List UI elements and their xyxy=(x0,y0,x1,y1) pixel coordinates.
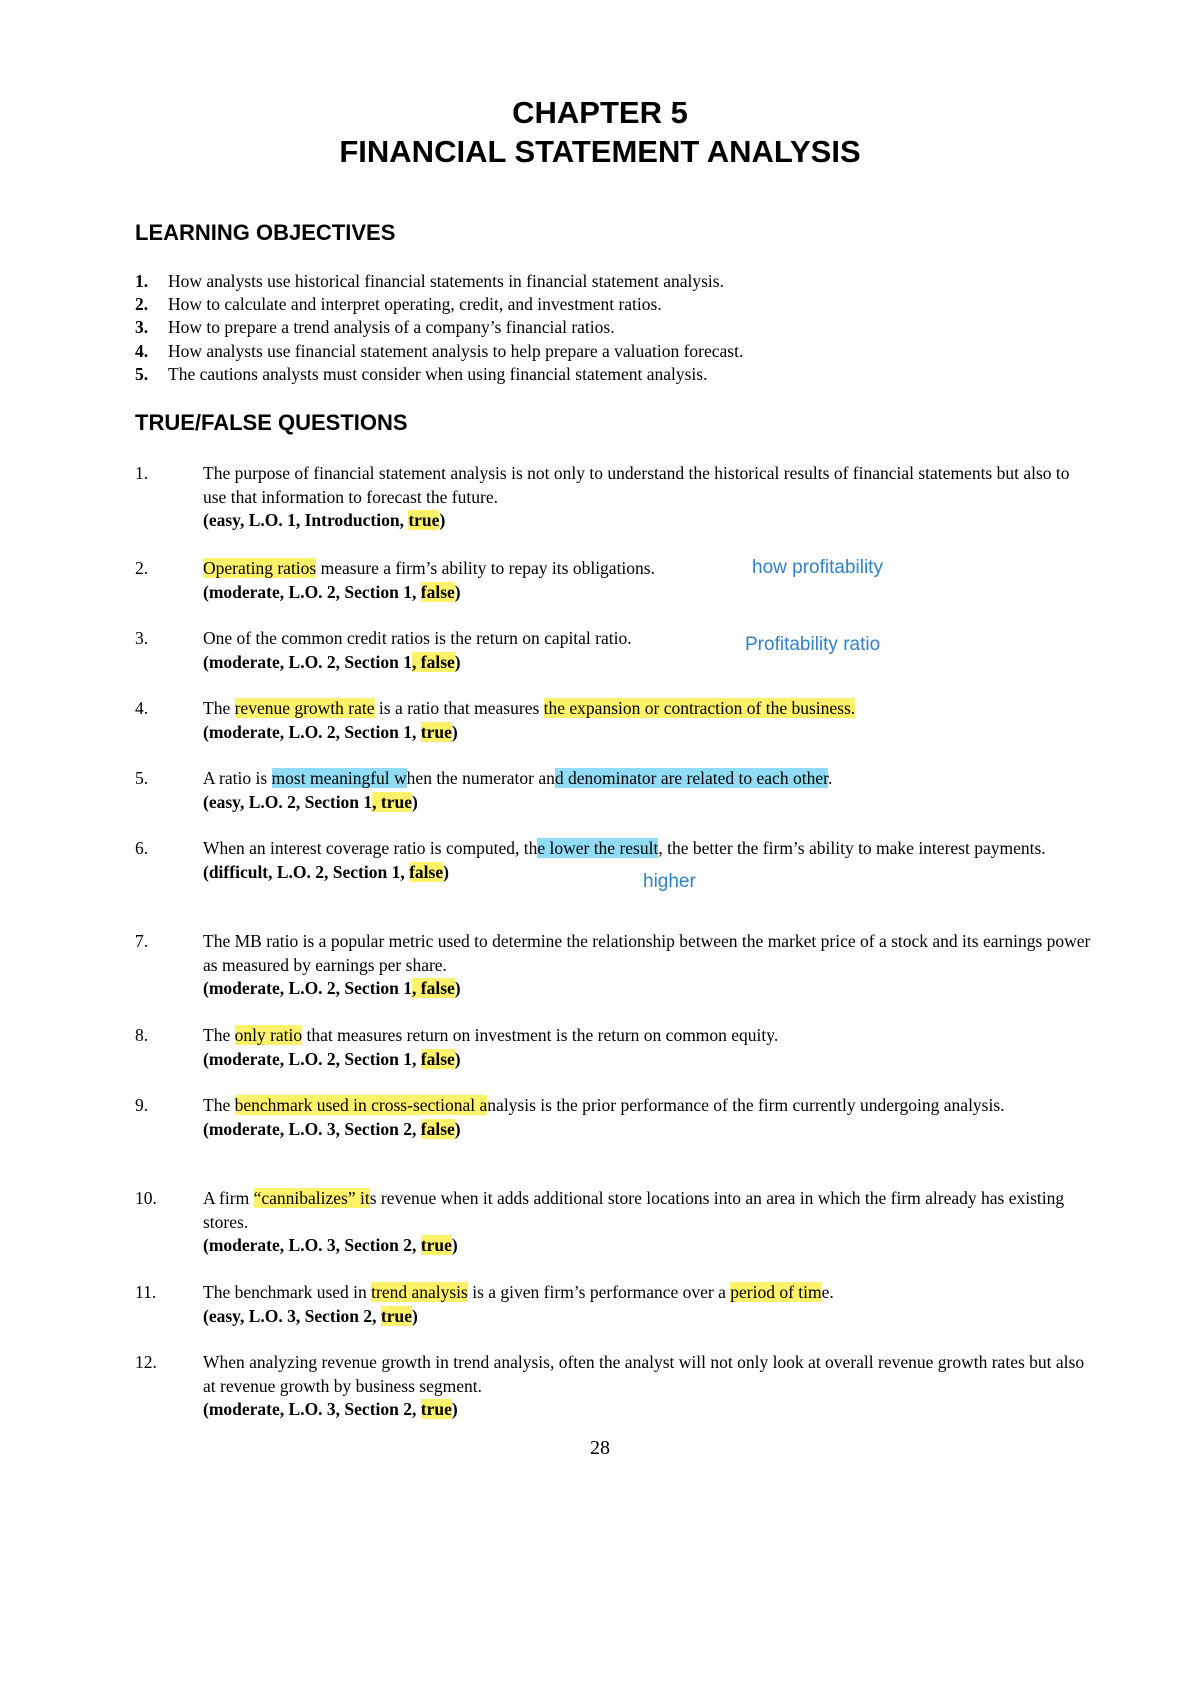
question-item: 8. The only ratio that measures return on investment is the return on common equity. (moderate, L.O. 2, Section 1, false) xyxy=(135,1025,779,1069)
chapter-number: CHAPTER 5 xyxy=(512,95,688,130)
question-item: 1. The purpose of financial statement analysis is not only to understand the historical results of financial statements but also to use that information to forecast the future. (easy, L.O. 1, Introduction, true) xyxy=(135,463,1070,530)
chapter-title: FINANCIAL STATEMENT ANALYSIS xyxy=(339,134,861,169)
question-item: 4. The revenue growth rate is a ratio that measures the expansion or contraction of the business. (moderate, L.O. 2, Section 1, true) xyxy=(135,698,856,742)
objective-item: 5. The cautions analysts must consider when using financial statement analysis. xyxy=(135,364,708,384)
question-item: 12. When analyzing revenue growth in trend analysis, often the analyst will not only look at overall revenue growth rates but also at revenue growth by business segment. (moderate, L.O. 3, Section 2, true) xyxy=(135,1352,1085,1419)
question-item: 9. The benchmark used in cross-sectional analysis is the prior performance of the firm currently undergoing analysis. (moderate, L.O. 3, Section 2, false) xyxy=(135,1095,1005,1139)
question-item: 5. A ratio is most meaningful when the numerator and denominator are related to each other. (easy, L.O. 2, Section 1, true) xyxy=(135,768,833,812)
objective-item: 1. How analysts use historical financial statements in financial statement analysis. xyxy=(135,271,724,291)
question-item: 3. One of the common credit ratios is the return on capital ratio. (moderate, L.O. 2, Section 1, false) xyxy=(135,628,632,672)
true-false-heading: TRUE/FALSE QUESTIONS xyxy=(135,410,408,435)
question-item: 6. When an interest coverage ratio is computed, the lower the result, the better the firm’s ability to make interest payments. (difficult, L.O. 2, Section 1, false) xyxy=(135,838,1046,882)
objectives-heading: LEARNING OBJECTIVES xyxy=(135,220,396,245)
handwritten-annotation: higher xyxy=(643,871,696,892)
question-item: 11. The benchmark used in trend analysis is a given firm’s performance over a period of time. (easy, L.O. 3, Section 2, true) xyxy=(135,1282,834,1326)
objective-item: 4. How analysts use financial statement analysis to help prepare a valuation forecast. xyxy=(135,341,744,361)
page-number: 28 xyxy=(590,1437,610,1459)
objective-item: 3. How to prepare a trend analysis of a company’s financial ratios. xyxy=(135,317,615,337)
handwritten-annotation: how profitability xyxy=(752,557,883,578)
handwritten-annotation: Profitability ratio xyxy=(745,634,881,655)
question-item: 7. The MB ratio is a popular metric used to determine the relationship between the market price of a stock and its earnings power as measured by earnings per share. (moderate, L.O. 2, Section 1, false) xyxy=(135,931,1091,998)
question-item: 2. Operating ratios measure a firm’s ability to repay its obligations. (moderate, L.O. 2, Section 1, false) xyxy=(135,558,655,602)
question-item: 10. A firm “cannibalizes” its revenue when it adds additional store locations into an area in which the firm already has existing stores. (moderate, L.O. 3, Section 2, true) xyxy=(135,1188,1065,1255)
objective-item: 2. How to calculate and interpret operating, credit, and investment ratios. xyxy=(135,294,662,314)
